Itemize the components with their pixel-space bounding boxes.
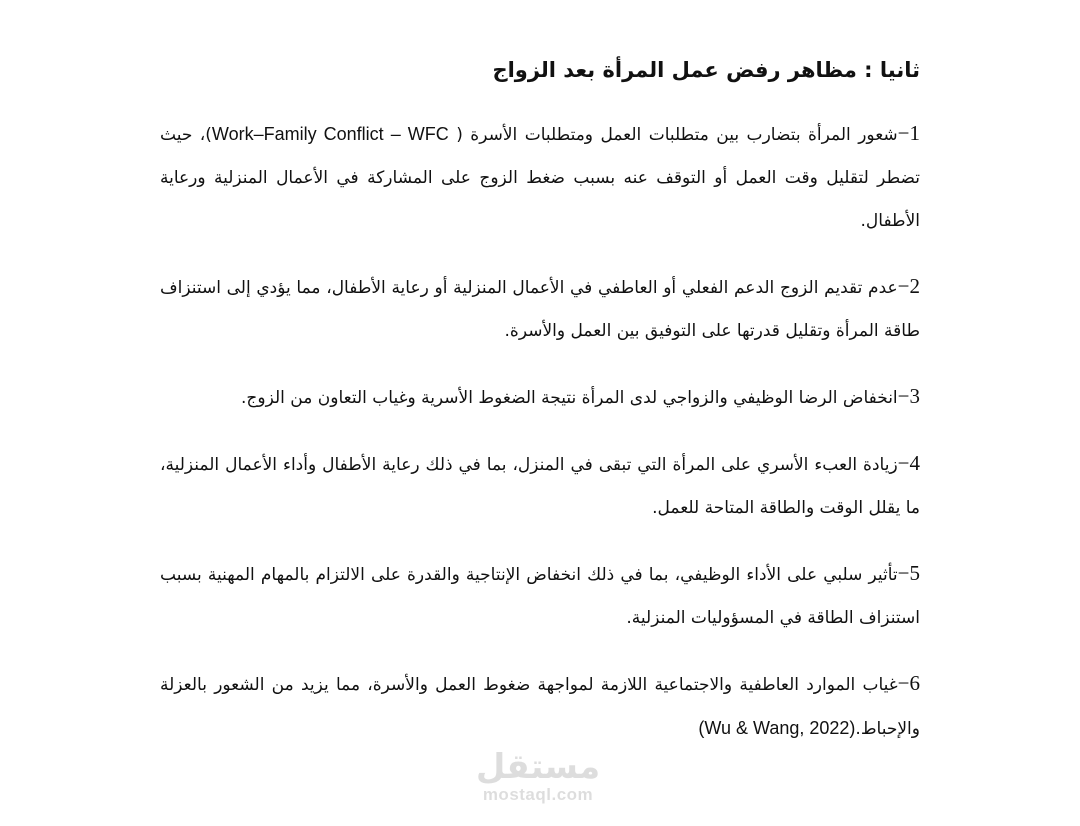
item-text: تأثير سلبي على الأداء الوظيفي، بما في ذلك انخفاض الإنتاجية والقدرة على الالتزام بالمهام المهنية بسبب استنزاف الطاقة في المسؤوليات المنزلية. [160,565,920,628]
item-text: غياب الموارد العاطفية والاجتماعية اللازمة لمواجهة ضغوط العمل والأسرة، مما يزيد من الشعور بالعزلة والإحباط. [160,675,920,739]
item-number: 3 [909,384,920,408]
watermark-latin: mostaql.com [482,785,594,804]
item-term: Work–Family Conflict – WFC [211,124,449,144]
list-item-2 [160,265,920,353]
item-text: عدم تقديم الزوج الدعم الفعلي أو العاطفي في الأعمال المنزلية أو رعاية الأطفال، مما يؤدي إلى استنزاف طاقة المرأة وتقليل قدرتها على التوفيق بين العمل والأسرة. [160,278,920,341]
item-number: 4 [909,451,920,475]
item-text: انخفاض الرضا الوظيفي والزواجي لدى المرأة نتيجة الضغوط الأسرية وغياب التعاون من الزوج. [241,388,898,408]
item-number: 2 [909,274,920,298]
item-text: زيادة العبء الأسري على المرأة التي تبقى في المنزل، بما في ذلك رعاية الأطفال وأداء الأعمال المنزلية، ما يقلل الوقت والطاقة المتاحة للعمل. [160,455,920,518]
item-citation: (Wu & Wang, 2022) [698,718,856,738]
item-text-continued: )، حيث تضطر لتقليل وقت العمل أو التوقف عنه بسبب ضغط الزوج على المشاركة في الأعمال المنزلية ورعاية الأطفال. [160,125,920,231]
item-number: 1 [909,121,920,145]
document-body [160,52,920,773]
item-dash: − [897,121,910,145]
item-dash: − [897,274,910,298]
list-item-4 [160,442,920,530]
list-item-1 [160,112,920,243]
item-text: شعور المرأة بتضارب بين متطلبات العمل ومتطلبات الأسرة ( [456,125,898,145]
item-number: 6 [909,671,920,695]
list-item-3 [160,375,920,420]
item-dash: − [897,561,910,585]
list-item-5 [160,552,920,640]
list-item-6 [160,662,920,751]
item-dash: − [897,384,910,408]
section-heading: ثانيا : مظاهر رفض عمل المرأة بعد الزواج [492,58,920,82]
item-dash: − [897,671,910,695]
item-number: 5 [909,561,920,585]
item-dash: − [897,451,910,475]
watermark-arabic: مستقل [475,747,601,787]
